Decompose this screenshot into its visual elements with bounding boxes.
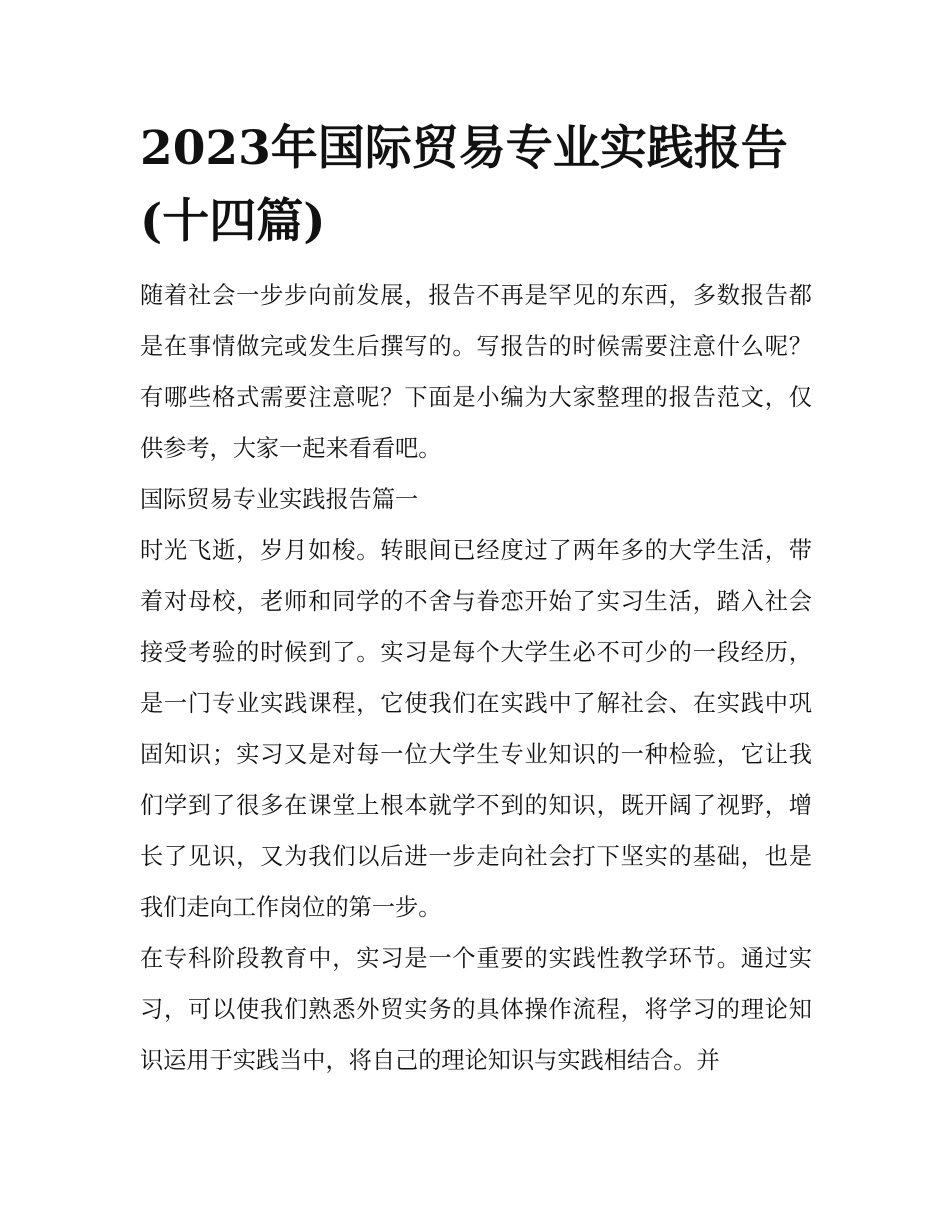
- intro-paragraph: 随着社会一步步向前发展，报告不再是罕见的东西，多数报告都是在事情做完或发生后撰写的。写报告的时候需要注意什么呢？有哪些格式需要注意呢？下面是小编为大家整理的报告范文，仅供参考，大家一起来看看吧。: [140, 282, 812, 462]
- body-paragraph: 在专科阶段教育中，实习是一个重要的实践性教学环节。通过实习，可以使我们熟悉外贸实务的具体操作流程，将学习的理论知识运用于实践当中，将自己的理论知识与实践相结合。并: [140, 945, 812, 1074]
- document-body: [140, 112, 812, 1086]
- section-heading: 国际贸易专业实践报告篇一: [140, 486, 419, 513]
- body-paragraph: 时光飞逝，岁月如梭。转眼间已经度过了两年多的大学生活，带着对母校，老师和同学的不舍与眷恋开始了实习生活，踏入社会接受考验的时候到了。实习是每个大学生必不可少的一段经历，是一门专业实践课程，它使我们在实践中了解社会、在实践中巩固知识；实习又是对每一位大学生专业知识的一种检验，它让我们学到了很多在课堂上根本就学不到的知识，既开阔了视野，增长了见识，又为我们以后进一步走向社会打下坚实的基础，也是我们走向工作岗位的第一步。: [140, 537, 812, 921]
- document-title: 2023年国际贸易专业实践报告(十四篇): [140, 121, 788, 249]
